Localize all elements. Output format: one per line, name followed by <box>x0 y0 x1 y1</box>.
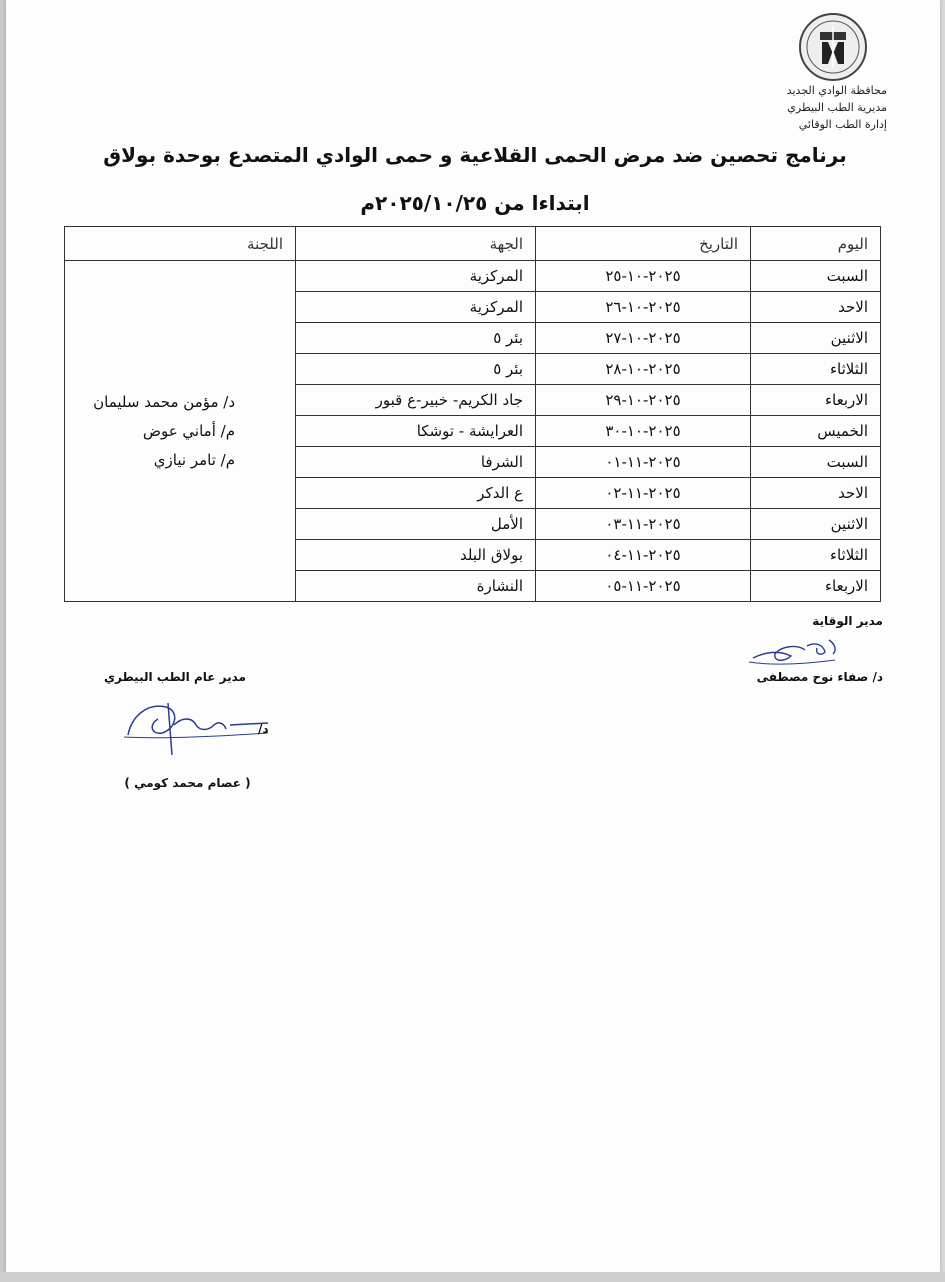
cell-committee <box>65 261 296 602</box>
cell-day: الاحد <box>751 478 881 509</box>
cell-day: الثلاثاء <box>751 540 881 571</box>
cell-place: المركزية <box>296 261 536 292</box>
header-day: اليوم <box>751 227 881 261</box>
table-header-row <box>65 227 881 261</box>
prevention-manager-name: د/ صفاء نوح مصطفى <box>756 670 883 684</box>
department-label: إدارة الطب الوقائي <box>798 118 887 131</box>
issuer-header <box>687 82 887 133</box>
header-date: التاريخ <box>536 227 751 261</box>
prevention-manager-signature <box>745 632 855 672</box>
general-manager-name: ( عصام محمد كومي ) <box>124 776 251 790</box>
cell-date: ٢٠٢٥-١٠-٢٧ <box>536 323 751 354</box>
cell-place: العرايشة - توشكا <box>296 416 536 447</box>
page-bottom-shadow <box>0 1272 945 1282</box>
general-manager-prefix: د/ <box>258 722 269 736</box>
cell-place: المركزية <box>296 292 536 323</box>
directorate-seal-logo <box>798 12 868 82</box>
cell-place: جاد الكريم- خبير-ع قبور <box>296 385 536 416</box>
document-subtitle: ابتداءا من ٢٠٢٥/١٠/٢٥م <box>360 191 590 215</box>
vaccination-schedule-table <box>64 226 881 602</box>
general-manager-signature <box>118 695 278 757</box>
cell-date: ٢٠٢٥-١١-٠٤ <box>536 540 751 571</box>
document-title: برنامج تحصين ضد مرض الحمى القلاعية و حمى الوادي المتصدع بوحدة بولاق <box>103 143 847 167</box>
cell-day: الاثنين <box>751 509 881 540</box>
header-committee: اللجنة <box>65 227 296 261</box>
cell-day: السبت <box>751 261 881 292</box>
committee-member: م/ أماني عوض <box>142 421 235 440</box>
cell-day: الثلاثاء <box>751 354 881 385</box>
cell-place: ع الدكر <box>296 478 536 509</box>
cell-day: الاربعاء <box>751 385 881 416</box>
cell-day: الخميس <box>751 416 881 447</box>
cell-day: الاحد <box>751 292 881 323</box>
cell-date: ٢٠٢٥-١١-٠٣ <box>536 509 751 540</box>
prevention-manager-title: مدير الوقاية <box>812 614 883 628</box>
cell-date: ٢٠٢٥-١١-٠٥ <box>536 571 751 602</box>
cell-date: ٢٠٢٥-١٠-٣٠ <box>536 416 751 447</box>
cell-date: ٢٠٢٥-١١-٠٢ <box>536 478 751 509</box>
general-manager-title: مدير عام الطب البيطري <box>104 670 246 684</box>
cell-place: بولاق البلد <box>296 540 536 571</box>
directorate-label: مديرية الطب البيطري <box>787 101 887 114</box>
cell-date: ٢٠٢٥-١٠-٢٩ <box>536 385 751 416</box>
cell-place: الأمل <box>296 509 536 540</box>
header-place: الجهة <box>296 227 536 261</box>
cell-day: السبت <box>751 447 881 478</box>
cell-place: النشارة <box>296 571 536 602</box>
cell-date: ٢٠٢٥-١١-٠١ <box>536 447 751 478</box>
cell-date: ٢٠٢٥-١٠-٢٦ <box>536 292 751 323</box>
governorate-label: محافظة الوادي الجديد <box>786 84 887 97</box>
cell-date: ٢٠٢٥-١٠-٢٨ <box>536 354 751 385</box>
committee-member: د/ مؤمن محمد سليمان <box>93 392 235 411</box>
cell-day: الاثنين <box>751 323 881 354</box>
committee-member: م/ تامر نيازي <box>153 450 235 469</box>
cell-place: بئر ٥ <box>296 354 536 385</box>
table-row <box>65 261 881 292</box>
cell-place: بئر ٥ <box>296 323 536 354</box>
cell-date: ٢٠٢٥-١٠-٢٥ <box>536 261 751 292</box>
cell-place: الشرفا <box>296 447 536 478</box>
cell-day: الاربعاء <box>751 571 881 602</box>
